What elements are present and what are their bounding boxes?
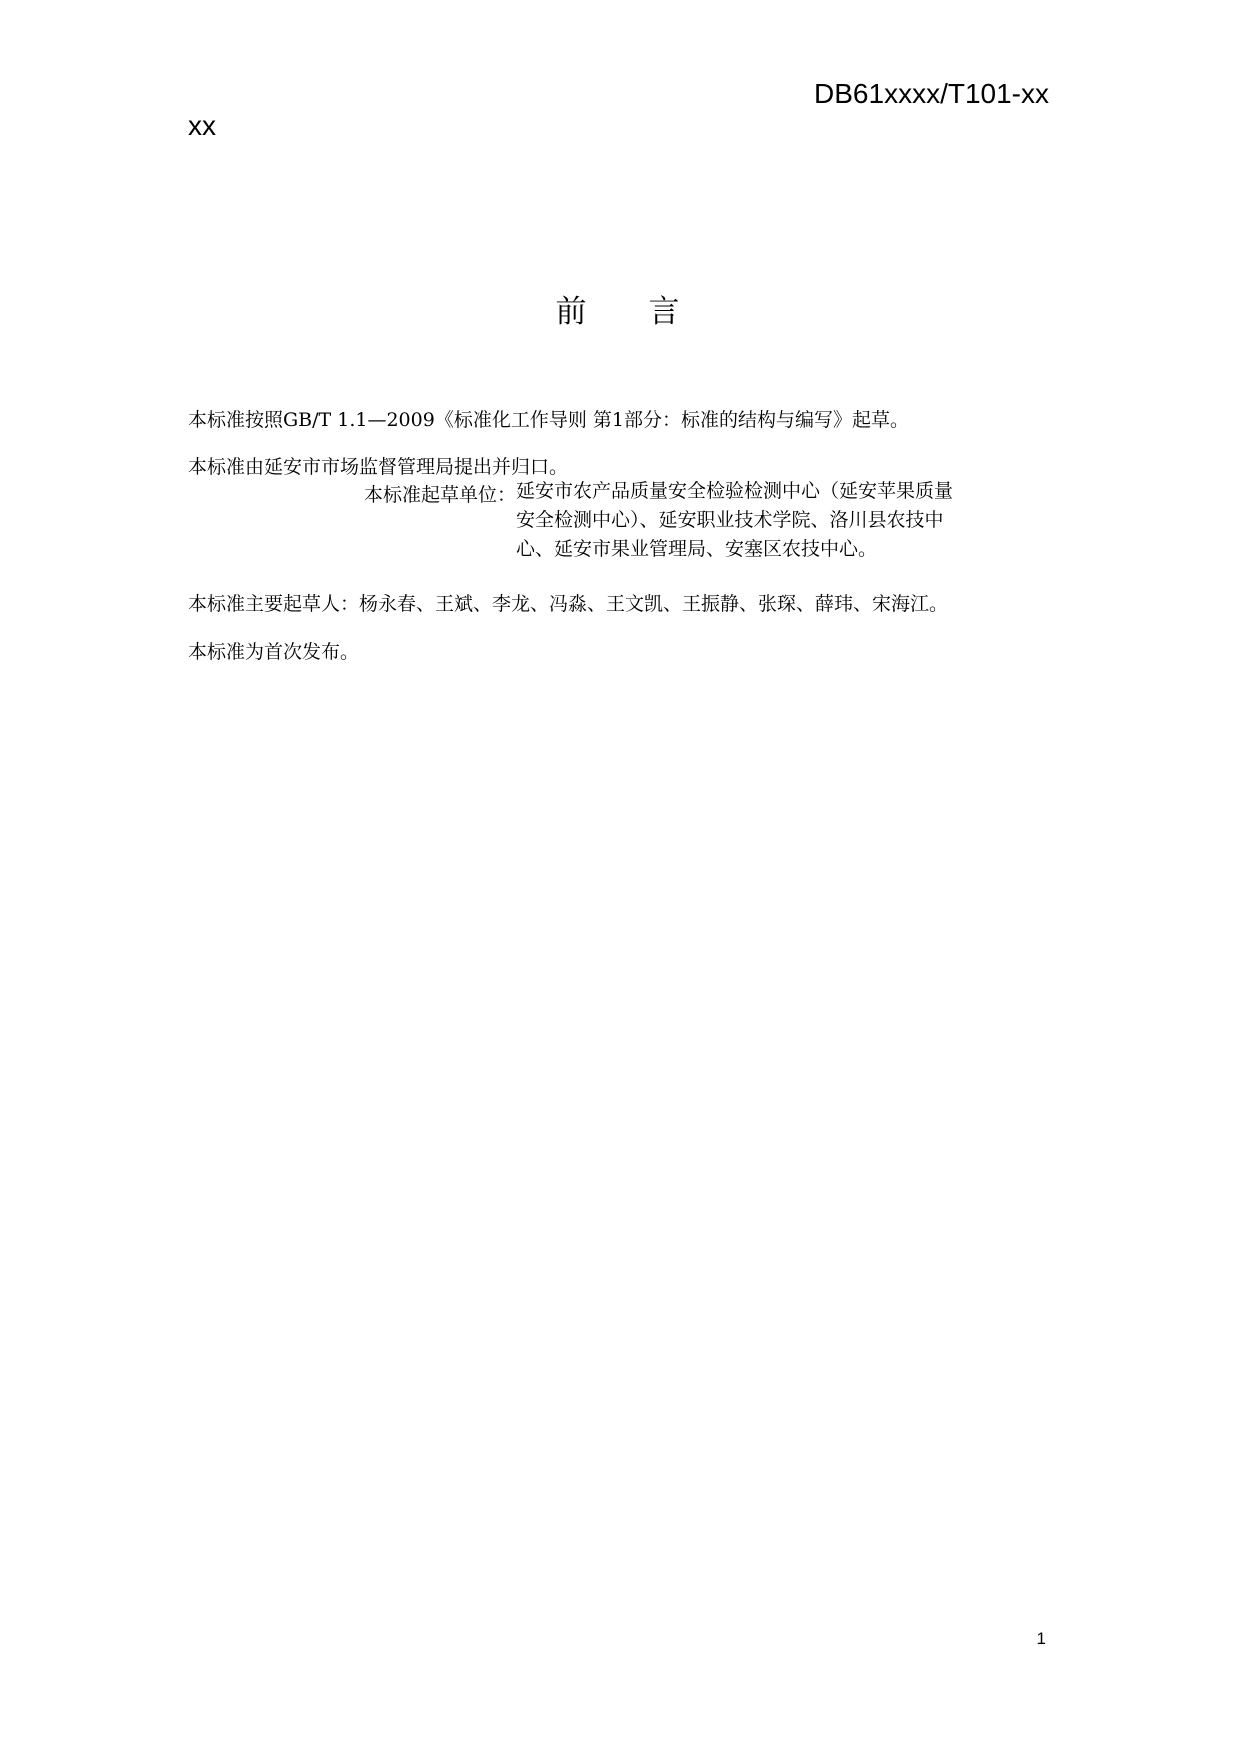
- paragraph-first-release: 本标准为首次发布。: [188, 641, 360, 663]
- paragraph-drafting-units: [364, 480, 1028, 564]
- document-code: [0, 0, 1235, 140]
- drafting-units-line: 心、延安市果业管理局、安塞区农技中心。: [516, 538, 878, 560]
- page-title: 前 言: [555, 294, 680, 330]
- drafting-units-label: 本标准起草单位：: [364, 484, 517, 506]
- paragraph-proposed-by: 本标准由延安市市场监督管理局提出并归口。: [188, 456, 569, 478]
- drafting-units-line: 延安市农产品质量安全检验检测中心（延安苹果质量: [516, 480, 954, 502]
- document-code-line-continuation: xx: [188, 110, 216, 141]
- page-number: 1: [1036, 1629, 1046, 1648]
- drafting-units-line: 安全检测中心）、延安职业技术学院、洛川县农技中: [516, 509, 944, 531]
- drafting-units-list: [516, 477, 1028, 564]
- document-code-line: DB61xxxx/T101-xx: [814, 78, 1049, 109]
- paragraph-drafting-basis: 本标准按照GB/T 1.1—2009《标准化工作导则 第1部分：标准的结构与编写》起草。: [188, 409, 909, 431]
- paragraph-main-drafters: 本标准主要起草人：杨永春、王斌、李龙、冯淼、王文凯、王振静、张琛、薛玮、宋海江。: [188, 593, 949, 615]
